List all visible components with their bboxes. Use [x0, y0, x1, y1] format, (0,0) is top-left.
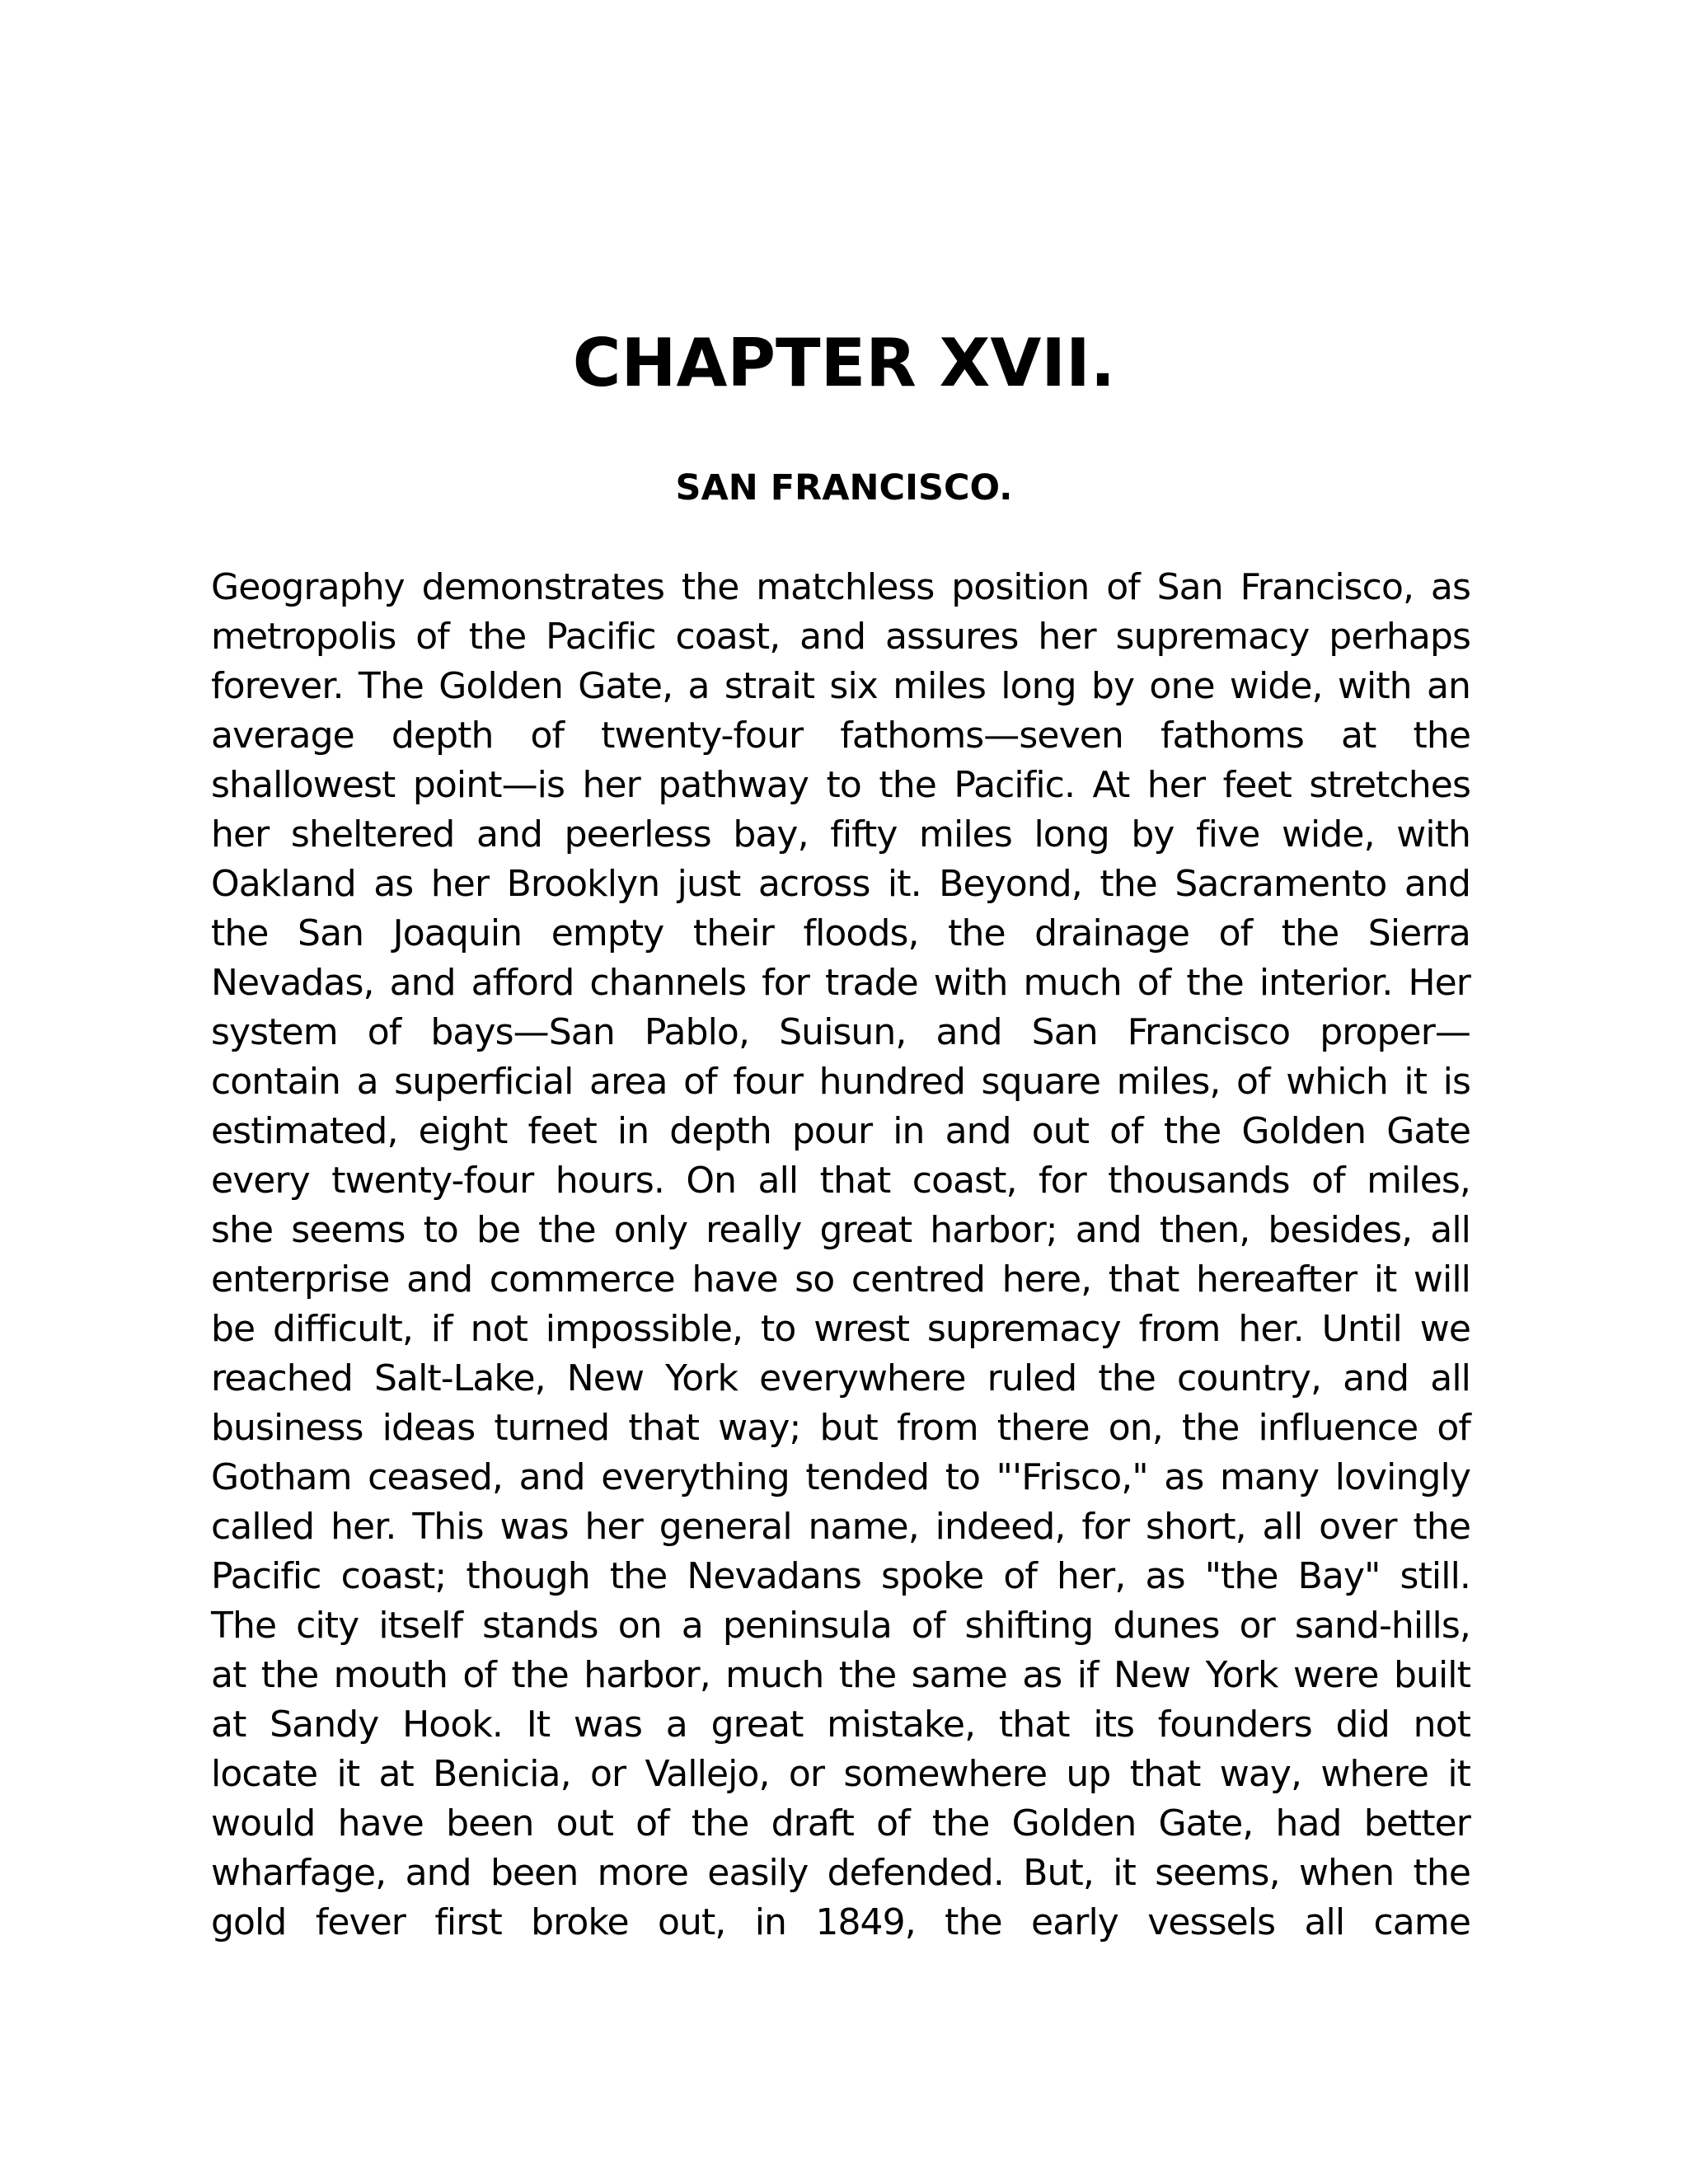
text-line: at the mouth of the harbor, much the same as if New York were built: [211, 1654, 1470, 1696]
text-line: Nevadas, and afford channels for trade with much of the interior. Her: [211, 962, 1470, 1004]
text-line: would have been out of the draft of the Golden Gate, had better: [211, 1802, 1470, 1844]
text-line: shallowest point—is her pathway to the Pacific. At her feet stretches: [211, 764, 1470, 806]
text-line: Oakland as her Brooklyn just across it. Beyond, the Sacramento and: [211, 863, 1470, 905]
text-line: estimated, eight feet in depth pour in and out of the Golden Gate: [211, 1110, 1470, 1152]
text-line: called her. This was her general name, indeed, for short, all over the: [211, 1506, 1470, 1548]
text-line: forever. The Golden Gate, a strait six miles long by one wide, with an: [211, 665, 1470, 707]
text-line: The city itself stands on a peninsula of shifting dunes or sand-hills,: [211, 1605, 1470, 1647]
text-line: metropolis of the Pacific coast, and assures her supremacy perhaps: [211, 616, 1470, 658]
text-line: wharfage, and been more easily defended. But, it seems, when the: [211, 1852, 1470, 1894]
text-line: business ideas turned that way; but from there on, the influence of: [211, 1407, 1470, 1449]
chapter-title: CHAPTER XVII.: [572, 325, 1116, 401]
text-line: system of bays—San Pablo, Suisun, and San Francisco proper—: [211, 1011, 1470, 1053]
text-line: Pacific coast; though the Nevadans spoke of her, as "the Bay" still.: [211, 1555, 1470, 1597]
text-line: every twenty-four hours. On all that coast, for thousands of miles,: [211, 1160, 1470, 1202]
text-line: Geography demonstrates the matchless position of San Francisco, as: [211, 566, 1470, 608]
text-line: locate it at Benicia, or Vallejo, or somewhere up that way, where it: [211, 1753, 1470, 1795]
text-line: her sheltered and peerless bay, fifty miles long by five wide, with: [211, 813, 1470, 855]
text-line: she seems to be the only really great harbor; and then, besides, all: [211, 1209, 1470, 1251]
text-line: gold fever first broke out, in 1849, the early vessels all came: [211, 1901, 1470, 1943]
text-line: the San Joaquin empty their floods, the drainage of the Sierra: [211, 912, 1470, 954]
text-line: at Sandy Hook. It was a great mistake, that its founders did not: [211, 1704, 1470, 1746]
text-line: Gotham ceased, and everything tended to "'Frisco," as many lovingly: [211, 1456, 1470, 1498]
section-title: SAN FRANCISCO.: [675, 467, 1013, 509]
text-line: reached Salt-Lake, New York everywhere ruled the country, and all: [211, 1357, 1470, 1399]
text-line: contain a superficial area of four hundred square miles, of which it is: [211, 1061, 1470, 1103]
body-paragraph: [211, 563, 1470, 1947]
text-line: average depth of twenty-four fathoms—seven fathoms at the: [211, 715, 1470, 757]
text-line: be difficult, if not impossible, to wrest supremacy from her. Until we: [211, 1308, 1470, 1350]
text-line: enterprise and commerce have so centred here, that hereafter it will: [211, 1258, 1470, 1301]
